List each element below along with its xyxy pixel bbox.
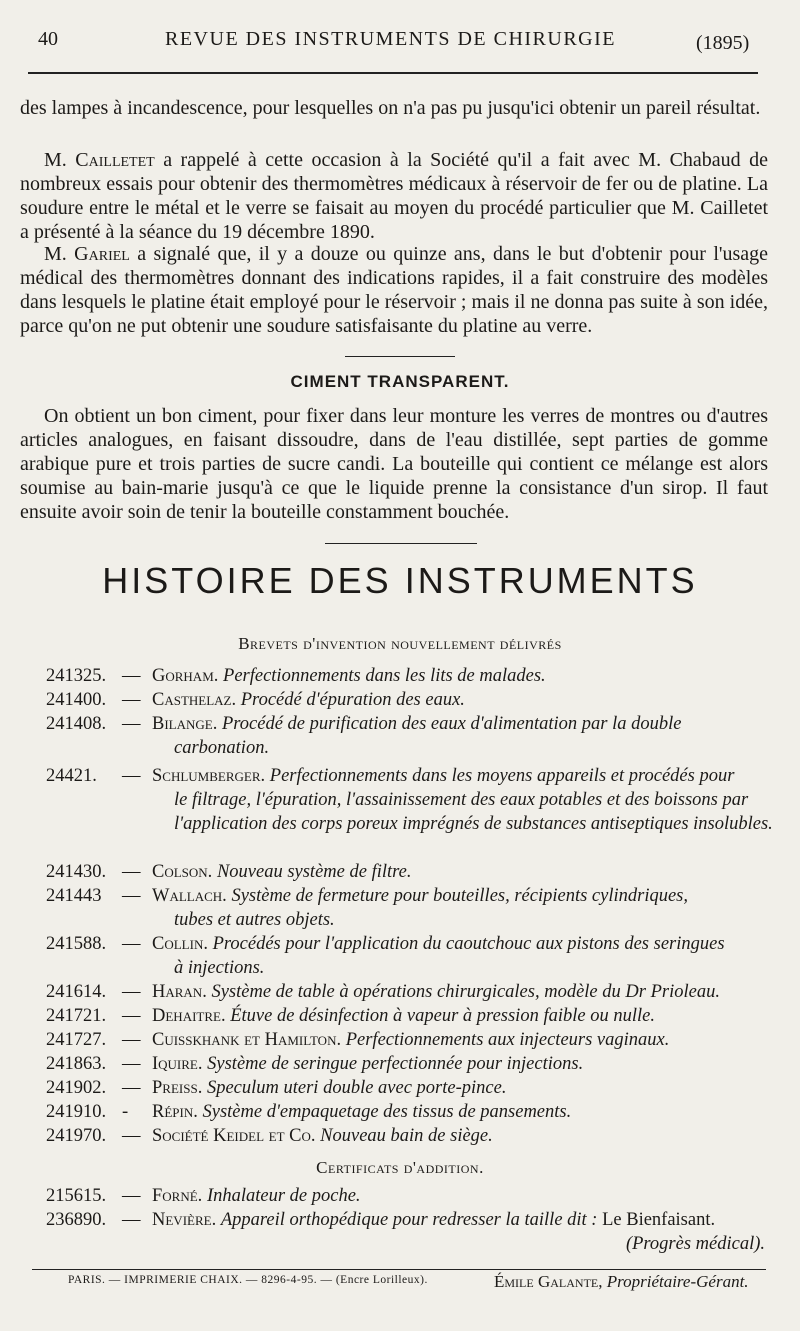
patent-number: 241400.: [46, 690, 107, 710]
page-header: [0, 22, 800, 62]
patent-text: [152, 1100, 777, 1124]
patent-holder: Preiss.: [152, 1078, 203, 1098]
intro-p3-name: Gariel: [74, 243, 130, 265]
patent-dash: —: [122, 766, 141, 786]
patent-continuation: tubes et autres objets.: [174, 910, 335, 930]
certificate-number: 215615.: [46, 1186, 107, 1206]
patent-dash: —: [122, 1054, 141, 1074]
patent-dash: —: [122, 1030, 141, 1050]
patent-text: [152, 1028, 777, 1052]
intro-p2-prefix: M.: [44, 149, 67, 171]
patent-holder: Collin.: [152, 934, 208, 954]
patent-description: Système de seringue perfectionnée pour injections.: [207, 1054, 584, 1074]
patent-text: [152, 1124, 777, 1148]
editor-role: Propriétaire-Gérant.: [606, 1272, 749, 1291]
certificate-source: (Progrès médical).: [625, 1234, 765, 1254]
patent-number: 241727.: [46, 1030, 107, 1050]
patent-number: 241443: [46, 886, 102, 906]
patent-description: Système de fermeture pour bouteilles, récipients cylindriques,: [231, 886, 689, 906]
running-title: REVUE DES INSTRUMENTS DE CHIRURGIE: [165, 28, 616, 50]
patent-description: Perfectionnements dans les lits de malades.: [223, 666, 546, 686]
certificate-dash: —: [122, 1210, 141, 1230]
patent-dash: —: [122, 714, 141, 734]
page-number: 40: [38, 28, 58, 50]
section-divider: [325, 543, 477, 544]
patent-text: [152, 688, 777, 712]
patent-description: Procédé de purification des eaux d'alimentation par la double: [221, 714, 682, 734]
patent-dash: —: [122, 982, 141, 1002]
patent-number: 241408.: [46, 714, 107, 734]
patent-description: Nouveau bain de siège.: [320, 1126, 493, 1146]
certificate-dash: —: [122, 1186, 141, 1206]
patent-holder: Iquire.: [152, 1054, 203, 1074]
patent-holder: Répin.: [152, 1102, 198, 1122]
patent-text: [152, 1076, 777, 1100]
patent-dash: —: [122, 690, 141, 710]
certificate-text: [152, 1208, 777, 1256]
patent-description: Perfectionnements dans les moyens appareils et procédés pour: [269, 766, 735, 786]
header-rule: [28, 72, 758, 74]
patent-continuation: à injections.: [174, 958, 265, 978]
patent-number: 241614.: [46, 982, 107, 1002]
patent-dash: —: [122, 886, 141, 906]
patent-continuation: le filtrage, l'épuration, l'assainissement des eaux potables et des boissons par l'application des corps poreux imprégnés de substances antiseptiques insolubles.: [174, 790, 773, 834]
brevets-heading: Brevets d'invention nouvellement délivrés: [238, 634, 562, 653]
patent-number: 241902.: [46, 1078, 107, 1098]
patent-holder: Schlumberger.: [152, 766, 266, 786]
patent-description: Étuve de désinfection à vapeur à pression faible ou nulle.: [230, 1006, 655, 1026]
editor-name: Émile Galante,: [494, 1272, 603, 1291]
intro-p2-name: Cailletet: [75, 149, 155, 171]
patent-holder: Haran.: [152, 982, 207, 1002]
patent-dash: —: [122, 1078, 141, 1098]
ciment-title: CIMENT TRANSPARENT.: [290, 372, 510, 391]
patent-number: 241325.: [46, 666, 107, 686]
patent-text: [152, 1052, 777, 1076]
patent-dash: —: [122, 934, 141, 954]
patent-dash: —: [122, 862, 141, 882]
patent-text: [152, 712, 777, 760]
patent-number: 241430.: [46, 862, 107, 882]
patent-holder: Wallach.: [152, 886, 227, 906]
patent-text: [152, 764, 777, 836]
patent-holder: Société Keidel et Co.: [152, 1126, 316, 1146]
patent-number: 241910.: [46, 1102, 107, 1122]
patent-dash: —: [122, 666, 141, 686]
patent-description: Système de table à opérations chirurgicales, modèle du Dr Prioleau.: [211, 982, 720, 1002]
ciment-paragraph: On obtient un bon ciment, pour fixer dans leur monture les verres de montres ou d'autres articles analogues, en faisant dissoudre, dans de l'eau distillée, sept parties de gomme arabique pure et trois parties de sucre candi. La bouteille qui contient ce mélange est alors soumise au bain-marie jusqu'à ce que le liquide prenne la consistance d'un sirop. Il faut ensuite avoir soin de tenir la bouteille constamment bouchée.: [20, 405, 768, 523]
patent-description: Speculum uteri double avec porte-pince.: [206, 1078, 507, 1098]
certificats-heading: Certificats d'addition.: [316, 1158, 484, 1177]
intro-p2-text: a rappelé à cette occasion à la Société qu'il a fait avec M. Chabaud de nombreux essais pour obtenir des thermomètres médicaux à réservoir de fer ou de platine. La soudure entre le métal et le verre se faisait au moyen du procédé particulier que M. Cailletet a présenté à la séance du 19 décembre 1890.: [20, 149, 769, 243]
patent-holder: Cuisskhank et Hamilton.: [152, 1030, 342, 1050]
intro-paragraph-1: des lampes à incandescence, pour lesquelles on n'a pas pu jusqu'ici obtenir un pareil résultat.: [20, 97, 761, 119]
section-divider: [345, 356, 455, 357]
patent-dash: -: [122, 1102, 129, 1122]
patent-text: [152, 980, 777, 1004]
patent-number: 24421.: [46, 766, 97, 786]
patent-text: [152, 860, 777, 884]
patent-holder: Casthelaz.: [152, 690, 237, 710]
certificate-description: Inhalateur de poche.: [206, 1186, 361, 1206]
patent-number: 241588.: [46, 934, 107, 954]
patent-number: 241721.: [46, 1006, 107, 1026]
patent-number: 241970.: [46, 1126, 107, 1146]
editor-credit: [494, 1272, 749, 1292]
patent-text: [152, 932, 777, 980]
patent-continuation: carbonation.: [174, 738, 270, 758]
certificate-description: Appareil orthopédique pour redresser la taille dit :: [220, 1210, 598, 1230]
intro-paragraph-2: [20, 148, 768, 244]
patent-text: [152, 1004, 777, 1028]
patent-text: [152, 884, 777, 932]
certificate-text: [152, 1184, 777, 1208]
patent-holder: Bilange.: [152, 714, 218, 734]
issue-year: (1895): [696, 32, 750, 54]
printer-imprint: PARIS. — IMPRIMERIE CHAIX. — 8296-4-95. — (Encre Lorilleux).: [68, 1274, 428, 1286]
patent-description: Procédé d'épuration des eaux.: [240, 690, 465, 710]
patent-description: Procédés pour l'application du caoutchouc aux pistons des seringues: [212, 934, 725, 954]
histoire-title: HISTOIRE DES INSTRUMENTS: [102, 560, 698, 601]
footer-rule: [32, 1269, 766, 1270]
patent-description: Système d'empaquetage des tissus de pansements.: [202, 1102, 572, 1122]
patent-holder: Dehaitre.: [152, 1006, 226, 1026]
certificate-tail: Le Bienfaisant.: [602, 1210, 716, 1230]
intro-p3-text: a signalé que, il y a douze ou quinze ans, dans le but d'obtenir pour l'usage médical des thermomètres donnant des indications rapides, il a fait construire des modèles dans lesquels le platine était employé pour le réservoir ; mais il ne donna pas suite à son idée, parce qu'on ne put obtenir une soudure satisfaisante du platine au verre.: [20, 243, 769, 337]
patent-description: Perfectionnements aux injecteurs vaginaux.: [345, 1030, 670, 1050]
patent-text: [152, 664, 777, 688]
intro-paragraph-3: [20, 242, 768, 338]
patent-dash: —: [122, 1006, 141, 1026]
certificate-number: 236890.: [46, 1210, 107, 1230]
patent-dash: —: [122, 1126, 141, 1146]
patent-description: Nouveau système de filtre.: [216, 862, 412, 882]
patent-holder: Colson.: [152, 862, 213, 882]
intro-p3-prefix: M.: [44, 243, 67, 265]
patent-number: 241863.: [46, 1054, 107, 1074]
certificate-holder: Nevière.: [152, 1210, 217, 1230]
patent-holder: Gorham.: [152, 666, 219, 686]
certificate-holder: Forné.: [152, 1186, 203, 1206]
